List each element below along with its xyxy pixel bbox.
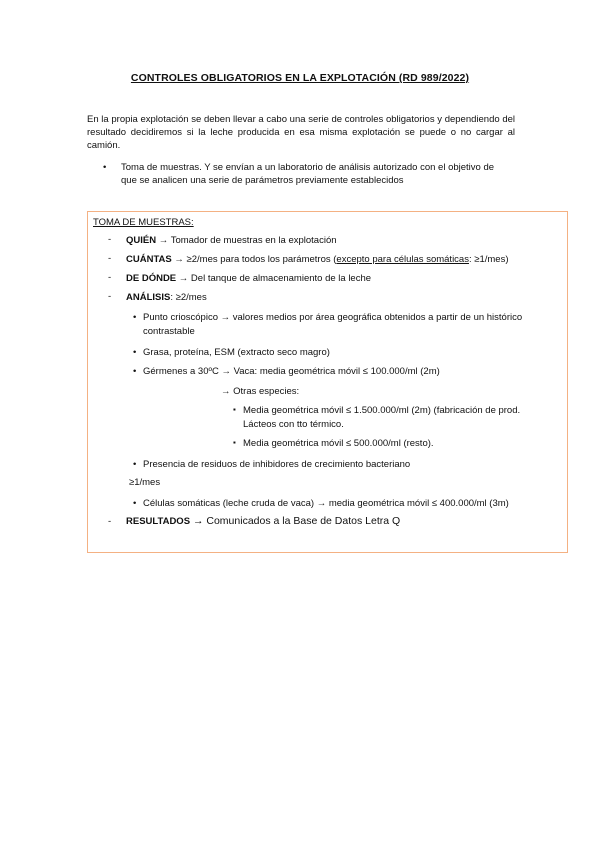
bullet-line-2: que se analicen una serie de parámetros previamente establecidos bbox=[121, 175, 404, 186]
bullet-dot-icon: • bbox=[133, 459, 137, 470]
bullet-dot-icon: • bbox=[133, 498, 137, 509]
box-header: TOMA DE MUESTRAS: bbox=[93, 217, 194, 228]
otras-especies: → Otras especies: bbox=[221, 386, 300, 397]
grasa-item: Grasa, proteína, ESM (extracto seco magro) bbox=[143, 347, 330, 358]
analisis-label: ANÁLISIS bbox=[126, 292, 171, 303]
resultados-row bbox=[126, 515, 400, 528]
square-bullet-icon: ▪ bbox=[233, 438, 236, 447]
bullet-dot-icon: • bbox=[133, 347, 137, 358]
punto-line-2: contrastable bbox=[143, 326, 195, 337]
quien-text: → Tomador de muestras en la explotación bbox=[158, 235, 337, 246]
residuos-item: Presencia de residuos de inhibidores de crecimiento bacteriano bbox=[143, 459, 411, 470]
bullet-dot-icon: • bbox=[133, 366, 137, 377]
analisis-text: : ≥2/mes bbox=[170, 292, 207, 303]
quien-row bbox=[126, 234, 337, 247]
intro-paragraph: En la propia explotación se deben llevar a cabo una serie de controles obligatorios y dependiendo del resultado decidiremos si la leche producida en esa misma explotación se puede o no cargar al camión. bbox=[87, 114, 515, 151]
resultados-label: RESULTADOS bbox=[126, 516, 191, 527]
celulas-item: Células somáticas (leche cruda de vaca) → media geométrica móvil ≤ 400.000/ml (3m) bbox=[143, 498, 509, 509]
dash-icon: - bbox=[108, 516, 112, 527]
cuantas-row bbox=[126, 253, 509, 266]
punto-line-1: Punto crioscópico → valores medios por área geográfica obtenidos a partir de un histórico bbox=[143, 312, 523, 323]
cuantas-underlined: excepto para células somáticas bbox=[336, 254, 469, 265]
cuantas-end: : ≥1/mes) bbox=[468, 254, 509, 265]
bullet-dot-icon: • bbox=[103, 162, 107, 173]
quien-label: QUIÉN bbox=[126, 235, 157, 246]
document-title: CONTROLES OBLIGATORIOS EN LA EXPLOTACIÓN (RD 989/2022) bbox=[130, 72, 470, 84]
dash-icon: - bbox=[108, 253, 112, 264]
sampling-box bbox=[87, 211, 568, 553]
dash-icon: - bbox=[108, 291, 112, 302]
media1-line-2: Lácteos con tto térmico. bbox=[243, 419, 344, 430]
analisis-row bbox=[126, 291, 207, 304]
donde-label: DE DÓNDE bbox=[126, 273, 177, 284]
dash-icon: - bbox=[108, 272, 112, 283]
cuantas-label: CUÁNTAS bbox=[126, 254, 172, 265]
square-bullet-icon: ▪ bbox=[233, 405, 236, 414]
resultados-text: → Comunicados a la Base de Datos Letra Q bbox=[192, 515, 401, 527]
media1-line-1: Media geométrica móvil ≤ 1.500.000/ml (2m) (fabricación de prod. bbox=[243, 405, 521, 416]
germenes-item: Gérmenes a 30ºC → Vaca: media geométrica móvil ≤ 100.000/ml (2m) bbox=[143, 366, 440, 377]
media2-item: Media geométrica móvil ≤ 500.000/ml (resto). bbox=[243, 438, 434, 449]
bullet-dot-icon: • bbox=[133, 312, 137, 323]
bullet-line-1: Toma de muestras. Y se envían a un laboratorio de análisis autorizado con el objetivo de bbox=[121, 162, 495, 173]
donde-text: → Del tanque de almacenamiento de la leche bbox=[178, 273, 372, 284]
cuantas-text: → ≥2/mes para todos los parámetros ( bbox=[174, 254, 337, 265]
residuos-frequency: ≥1/mes bbox=[129, 477, 161, 488]
dash-icon: - bbox=[108, 234, 112, 245]
donde-row bbox=[126, 272, 371, 285]
